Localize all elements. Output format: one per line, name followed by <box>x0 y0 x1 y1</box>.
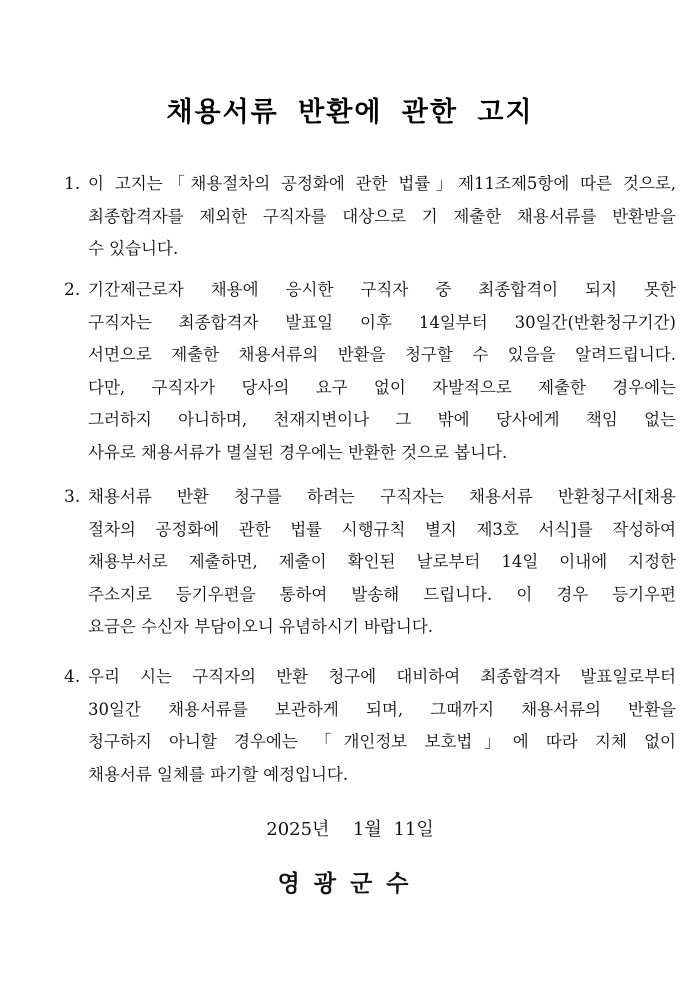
item-line: 수 있습니다. <box>88 239 179 258</box>
item-line: 다만, 구직자가 당사의 요구 없이 자발적으로 제출한 경우에는 <box>88 377 676 397</box>
item-number: 1. <box>64 174 81 194</box>
issuer-signature: 영광군수 <box>277 871 423 897</box>
item-line: 이 고지는「채용절차의 공정화에 관한 법률」제11조제5항에 따른 것으로, <box>88 174 676 193</box>
item-line: 채용서류 일체를 파기할 예정입니다. <box>88 764 349 784</box>
item-line: 구직자는 최종합격자 발표일 이후 14일부터 30일간(반환청구기간) <box>88 312 676 332</box>
item-line: 최종합격자를 제외한 구직자를 대상으로 기 제출한 채용서류를 반환받을 <box>88 206 676 226</box>
item-line: 30일간 채용서류를 보관하게 되며, 그때까지 채용서류의 반환을 <box>88 699 676 719</box>
item-line: 청구하지 아니할 경우에는 「개인정보 보호법」에 따라 지체 없이 <box>88 732 676 751</box>
notice-item-3 <box>64 481 684 644</box>
item-line: 사유로 채용서류가 멸실된 경우에는 반환한 것으로 봅니다. <box>88 442 508 462</box>
item-line: 채용부서로 제출하면, 제출이 확인된 날로부터 14일 이내에 지정한 <box>88 552 676 571</box>
item-line: 그러하지 아니하며, 천재지변이나 그 밖에 당사에게 책임 없는 <box>88 410 676 429</box>
notice-item-4 <box>64 661 684 791</box>
item-line: 절차의 공정화에 관한 법률 시행규칙 별지 제3호 서식]를 작성하여 <box>88 519 676 539</box>
item-number: 4. <box>64 667 81 687</box>
item-line: 서면으로 제출한 채용서류의 반환을 청구할 수 있음을 알려드립니다. <box>88 345 676 364</box>
notice-item-2 <box>64 274 684 469</box>
item-number: 2. <box>64 280 81 300</box>
item-line: 채용서류 반환 청구를 하려는 구직자는 채용서류 반환청구서[채용 <box>88 487 676 506</box>
notice-date: 2025년 1월 11일 <box>266 819 434 840</box>
item-line: 주소지로 등기우편을 통하여 발송해 드립니다. 이 경우 등기우편 <box>88 584 676 604</box>
item-line: 요금은 수신자 부담이오니 유념하시기 바랍니다. <box>88 617 434 636</box>
page-title: 채용서류 반환에 관한 고지 <box>166 97 534 128</box>
item-line: 기간제근로자 채용에 응시한 구직자 중 최종합격이 되지 못한 <box>88 280 676 299</box>
notice-item-1 <box>64 168 684 266</box>
item-line: 우리 시는 구직자의 반환 청구에 대비하여 최종합격자 발표일로부터 <box>88 667 676 686</box>
item-number: 3. <box>64 487 81 507</box>
